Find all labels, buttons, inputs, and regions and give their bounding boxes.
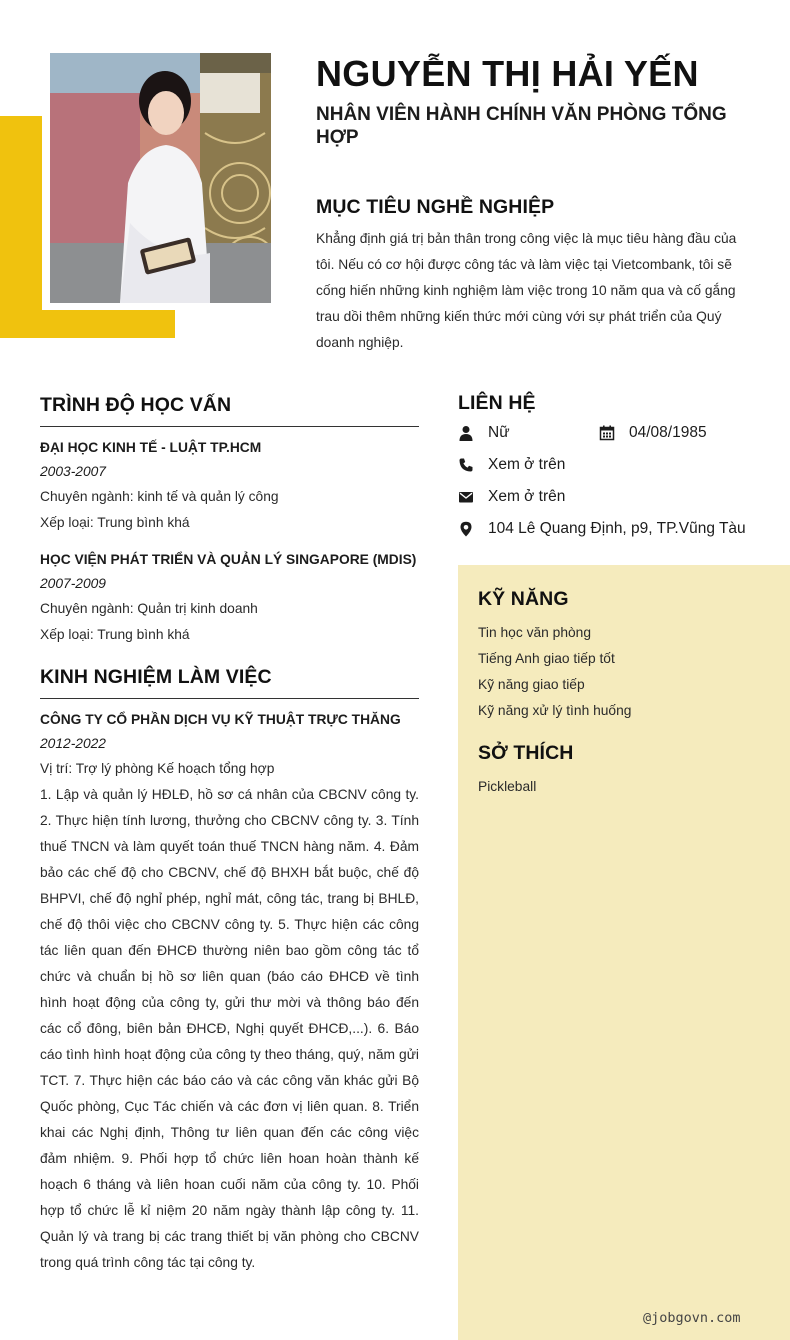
location-pin-icon <box>458 521 474 537</box>
experience-entry <box>40 709 419 1276</box>
skills-heading: KỸ NĂNG <box>478 588 569 610</box>
birthdate-value: 04/08/1985 <box>629 424 707 441</box>
watermark: @jobgovn.com <box>643 1310 741 1326</box>
accent-frame-horizontal <box>0 310 175 338</box>
mail-icon <box>458 489 474 505</box>
contact-address <box>458 520 746 538</box>
calendar-icon <box>599 425 615 441</box>
objective-text: Khẳng định giá trị bản thân trong công việc là mục tiêu hàng đầu của tôi. Nếu có cơ hội được công tác và làm việc tại Vietcombank, tôi sẽ cống hiến những kinh nghiệm làm việc trong 10 năm qua và cố gắng trau dồi thêm những kiến thức mới cùng với sự phát triển của Quý doanh nghiệp. <box>316 231 737 350</box>
job-title: NHÂN VIÊN HÀNH CHÍNH VĂN PHÒNG TỔNG HỢP <box>316 104 727 148</box>
hobbies-text: Pickleball <box>478 779 537 794</box>
experience-list <box>40 709 419 1289</box>
skills-list <box>478 620 778 724</box>
person-icon <box>458 425 474 441</box>
education-list <box>40 437 419 661</box>
experience-heading: KINH NGHIỆM LÀM VIỆC <box>40 666 272 688</box>
skill-item: Kỹ năng xử lý tình huống <box>478 703 632 718</box>
experience-divider <box>40 698 419 699</box>
experience-position: Vị trí: Trợ lý phòng Kế hoạch tổng hợp <box>40 761 275 776</box>
contact-gender <box>458 424 510 442</box>
education-period: 2003-2007 <box>40 464 106 479</box>
education-grade: Xếp loại: Trung bình khá <box>40 515 190 530</box>
phone-icon <box>458 457 474 473</box>
accent-frame-vertical <box>0 116 42 338</box>
skill-item: Tin học văn phòng <box>478 625 592 640</box>
skill-item: Kỹ năng giao tiếp <box>478 677 585 692</box>
address-value: 104 Lê Quang Định, p9, TP.Vũng Tàu <box>488 520 746 537</box>
contact-heading: LIÊN HỆ <box>458 392 536 414</box>
candidate-name: NGUYỄN THỊ HẢI YẾN <box>316 53 699 94</box>
phone-value: Xem ở trên <box>488 456 566 473</box>
education-period: 2007-2009 <box>40 576 106 591</box>
experience-description: 1. Lập và quản lý HĐLĐ, hồ sơ cá nhân của CBCNV công ty. 2. Thực hiện tính lương, thưởng cho CBCNV công ty. 3. Tính thuế TNCN và làm quyết toán thuế TNCN hàng năm. 4. Đảm bảo các chế độ cho CBCNV, chế độ BHXH bắt buộc, chế độ BHPVI, chế độ nghỉ phép, nghỉ mát, công tác, trang bị BHLĐ, chế độ thôi việc cho CBCNV công ty. 5. Thực hiện các công tác liên quan đến ĐHCĐ thường niên bao gồm công tác tổ chức và chuẩn bị hồ sơ liên quan (báo cáo ĐHCĐ về tình hình hoạt động của công ty, gửi thư mời và thông báo đến các cổ đông, biên bản ĐHCĐ, Nghị quyết ĐHCĐ,...). 6. Báo cáo tình hình hoạt động của công ty theo tháng, quý, năm gửi TCT. 7. Thực hiện các báo cáo và các công văn khác gửi Bộ Quốc phòng, Cục Tác chiến và các đơn vị liên quan. 8. Triển khai các Nghị định, Thông tư liên quan đến các công việc đảm nhiệm. 9. Phối hợp tổ chức liên hoan hoàn thành kế hoạch 6 tháng và liên hoan cuối năm của công ty. 10. Phối hợp tổ chức lễ kỉ niệm 20 năm ngày thành lập công ty. 11. Quản lý và trang bị các trang thiết bị văn phòng cho CBCNV trong quá trình công tác tại công ty. <box>40 787 419 1270</box>
education-school: HỌC VIỆN PHÁT TRIỂN VÀ QUẢN LÝ SINGAPORE (MDIS) <box>40 552 417 567</box>
education-entry <box>40 549 419 648</box>
education-grade: Xếp loại: Trung bình khá <box>40 627 190 642</box>
experience-company: CÔNG TY CỔ PHẦN DỊCH VỤ KỸ THUẬT TRỰC THĂNG <box>40 712 401 727</box>
hobbies-heading: SỞ THÍCH <box>478 742 574 764</box>
objective-heading: MỤC TIÊU NGHỀ NGHIỆP <box>316 196 555 218</box>
profile-photo <box>50 53 271 303</box>
gender-value: Nữ <box>488 424 510 441</box>
contact-phone <box>458 456 565 474</box>
contact-birthdate <box>599 424 707 442</box>
contact-email <box>458 488 565 506</box>
email-value: Xem ở trên <box>488 488 566 505</box>
experience-period: 2012-2022 <box>40 736 106 751</box>
education-divider <box>40 426 419 427</box>
education-major: Chuyên ngành: kinh tế và quản lý công <box>40 489 279 504</box>
education-heading: TRÌNH ĐỘ HỌC VẤN <box>40 394 232 416</box>
education-entry <box>40 437 419 536</box>
skill-item: Tiếng Anh giao tiếp tốt <box>478 651 615 666</box>
education-school: ĐẠI HỌC KINH TẾ - LUẬT TP.HCM <box>40 440 262 455</box>
education-major: Chuyên ngành: Quản trị kinh doanh <box>40 601 258 616</box>
